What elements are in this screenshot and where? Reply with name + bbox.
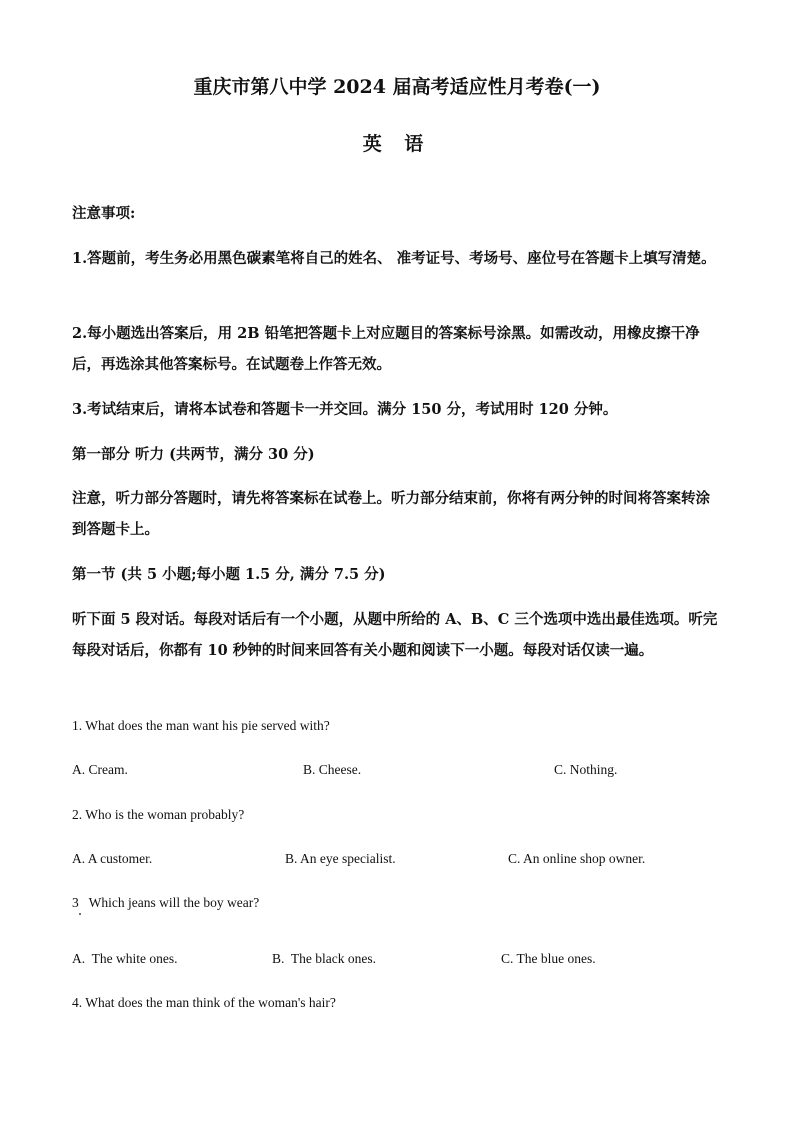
notice-item-3: 3.考试结束后，请将本试卷和答题卡一并交回。满分 150 分，考试用时 120 分钟。 [72, 401, 618, 418]
question-2-option-b: B. An eye specialist. [285, 851, 396, 866]
question-3-stem: 3 Which jeans will the boy wear? [72, 895, 260, 910]
question-1-stem: 1. What does the man want his pie served with? [72, 718, 330, 733]
question-2-stem: 2. Who is the woman probably? [72, 807, 245, 822]
notice-item-2: 2.每小题选出答案后，用 2B 铅笔把答题卡上对应题目的答案标号涂黑。如需改动，用橡皮擦干净后，再选涂其他答案标号。在试题卷上作答无效。 [72, 325, 700, 373]
question-1-option-c: C. Nothing. [554, 762, 618, 777]
question-4-stem: 4. What does the man think of the woman's hair? [72, 995, 336, 1010]
notice-item-1: 1.答题前，考生务必用黑色碳素笔将自己的姓名、 准考证号、考场号、座位号在答题卡上填写清楚。 [72, 250, 716, 267]
question-3-option-b: B. The black ones. [272, 951, 376, 966]
listening-note: 注意，听力部分答题时，请先将答案标在试卷上。听力部分结束前，你将有两分钟的时间将答案转涂到答题卡上。 [72, 490, 710, 538]
question-2-option-c: C. An online shop owner. [508, 851, 646, 866]
question-3-option-a: A. The white ones. [72, 951, 178, 966]
question-1-option-b: B. Cheese. [303, 762, 362, 777]
stray-dot [79, 913, 81, 915]
section-instructions: 听下面 5 段对话。每段对话后有一个小题，从题中所给的 A、B、C 三个选项中选出最佳选项。听完每段对话后，你都有 10 秒钟的时间来回答有关小题和阅读下一小题。每段对话仅读一遍。 [72, 611, 718, 659]
notice-heading: 注意事项: [72, 205, 136, 222]
exam-title: 重庆市第八中学 2024 届高考适应性月考卷(一) [193, 76, 601, 98]
question-2-option-a: A. A customer. [72, 851, 153, 866]
section-one-heading: 第一节 (共 5 小题;每小题 1.5 分, 满分 7.5 分) [72, 566, 386, 583]
part-one-heading: 第一部分 听力 (共两节，满分 30 分) [72, 446, 315, 463]
question-1-option-a: A. Cream. [72, 762, 128, 777]
question-3-option-c: C. The blue ones. [501, 951, 596, 966]
subject-title: 英 语 [362, 133, 432, 155]
